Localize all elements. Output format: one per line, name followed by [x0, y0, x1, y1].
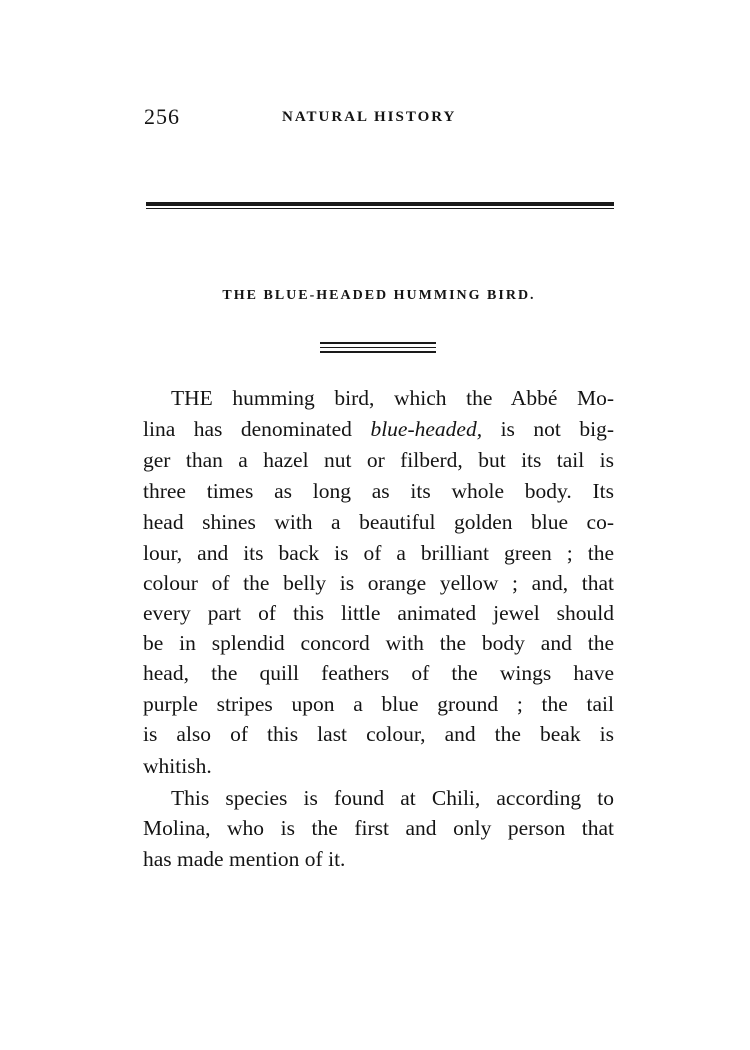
text-line: every part of this little animated jewel should — [143, 601, 614, 625]
text-line: colour of the belly is orange yellow ; and, that — [143, 571, 614, 595]
article-title: THE BLUE-HEADED HUMMING BIRD. — [222, 288, 536, 303]
header-rule — [146, 202, 614, 209]
text-line: lour, and its back is of a brilliant green ; the — [143, 541, 614, 565]
text-segment: lina has denominated — [143, 417, 371, 441]
text-line: THE humming bird, which the Abbé Mo- — [171, 386, 614, 410]
title-divider — [320, 342, 436, 356]
text-line: This species is found at Chili, according to — [171, 786, 614, 810]
text-line: ger than a hazel nut or filberd, but its tail is — [143, 448, 614, 472]
text-segment: is not big- — [482, 417, 615, 441]
emphasis-text: blue-headed, — [370, 417, 483, 441]
text-line: head, the quill feathers of the wings have — [143, 661, 614, 685]
text-line: head shines with a beautiful golden blue co- — [143, 510, 614, 534]
page-number: 256 — [144, 104, 180, 129]
text-line: purple stripes upon a blue ground ; the tail — [143, 692, 614, 716]
text-line: has made mention of it. — [143, 847, 346, 871]
text-line: Molina, who is the first and only person that — [143, 816, 614, 840]
text-line: be in splendid concord with the body and the — [143, 631, 614, 655]
text-line: is also of this last colour, and the beak is — [143, 722, 614, 746]
text-line: three times as long as its whole body. Its — [143, 479, 614, 503]
text-line: whitish. — [143, 754, 212, 778]
text-line — [143, 414, 614, 444]
running-head: NATURAL HISTORY — [282, 109, 457, 125]
